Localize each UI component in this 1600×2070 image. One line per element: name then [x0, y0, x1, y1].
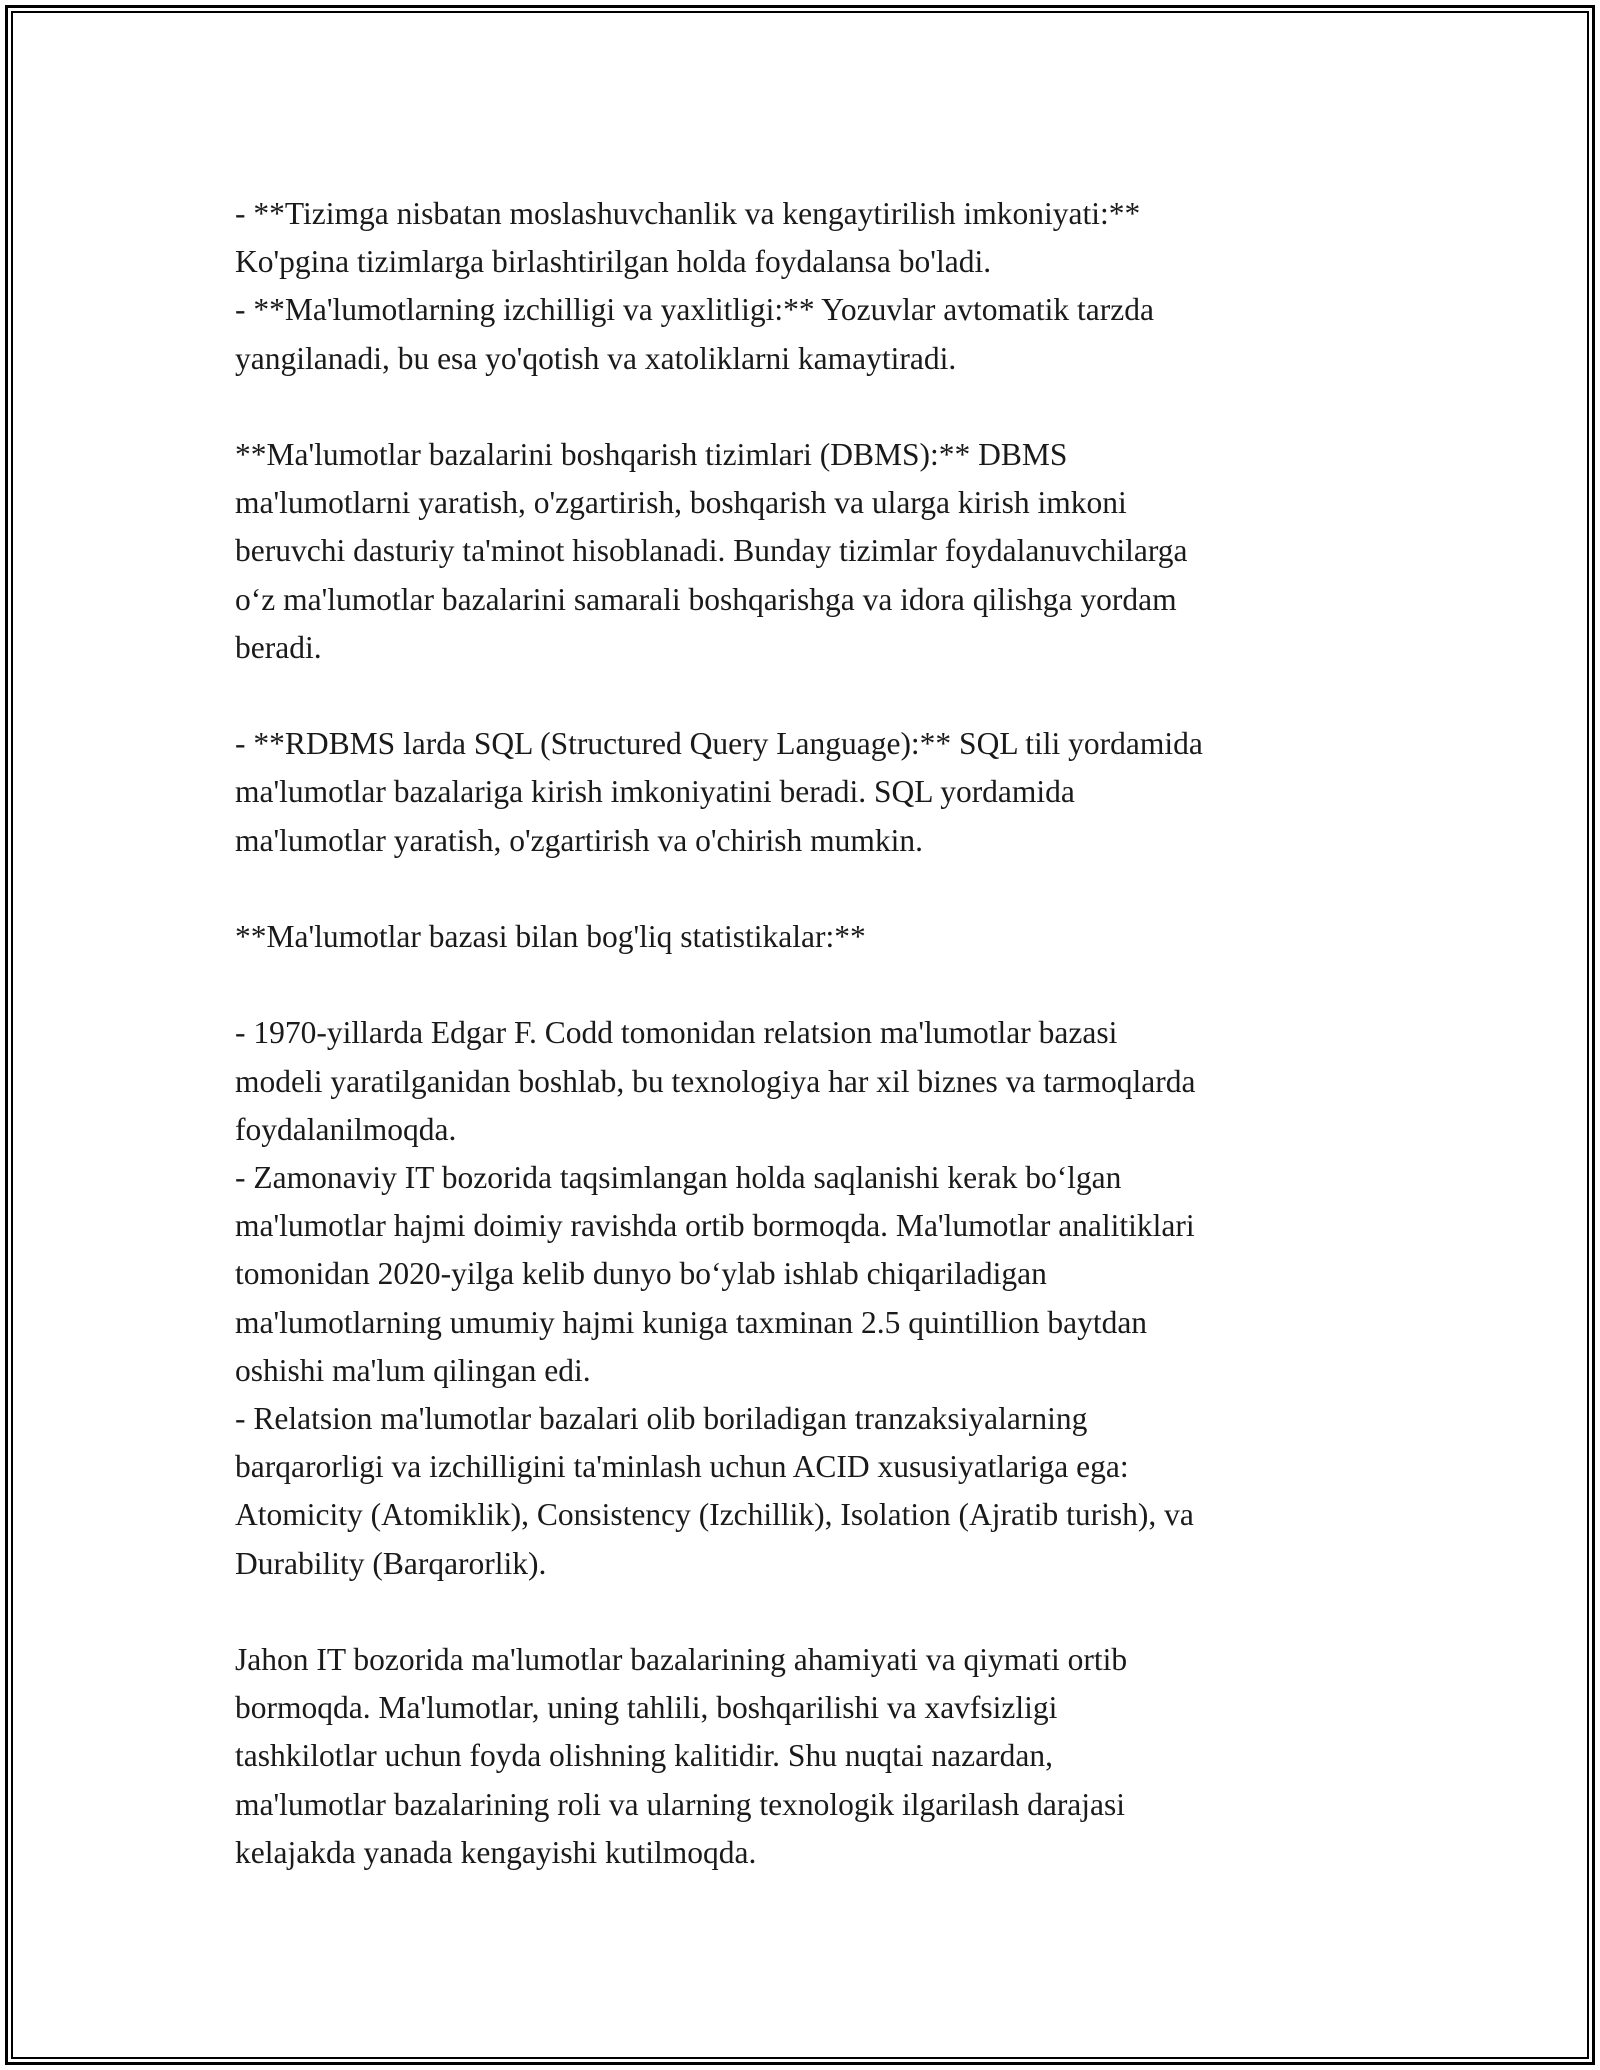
text-line: ma'lumotlarning umumiy hajmi kuniga taxminan 2.5 quintillion baytdan — [235, 1304, 1148, 1340]
paragraph-gap — [235, 672, 1380, 720]
text-line: tomonidan 2020-yilga kelib dunyo bo‘ylab ishlab chiqariladigan — [235, 1256, 1047, 1292]
text-line: Atomicity (Atomiklik), Consistency (Izchillik), Isolation (Ajratib turish), va — [235, 1497, 1194, 1533]
paragraph-gap — [235, 961, 1380, 1009]
text-line: ma'lumotlar yaratish, o'zgartirish va o'chirish mumkin. — [235, 822, 924, 858]
text-line: - Relatsion ma'lumotlar bazalari olib boriladigan tranzaksiyalarning — [235, 1401, 1088, 1437]
text-line: Durability (Barqarorlik). — [235, 1545, 547, 1581]
text-line: oshishi ma'lum qilingan edi. — [235, 1352, 591, 1388]
text-line: ma'lumotlar bazalarining roli va ularning texnologik ilgarilash darajasi — [235, 1786, 1126, 1822]
text-line: - **Tizimga nisbatan moslashuvchanlik va kengaytirilish imkoniyati:** — [235, 196, 1141, 231]
text-line: beruvchi dasturiy ta'minot hisoblanadi. Bunday tizimlar foydalanuvchilarga — [235, 533, 1188, 569]
text-line: Ko'pgina tizimlarga birlashtirilgan holda foydalansa bo'ladi. — [235, 244, 992, 280]
text-line: - **RDBMS larda SQL (Structured Query Language):** SQL tili yordamida — [235, 726, 1203, 762]
text-line: Jahon IT bozorida ma'lumotlar bazalarining ahamiyati va qiymati ortib — [235, 1642, 1128, 1678]
text-line: ma'lumotlarni yaratish, o'zgartirish, boshqarish va ularga kirish imkoni — [235, 485, 1127, 521]
text-line: kelajakda yanada kengayishi kutilmoqda. — [235, 1834, 757, 1870]
text-line: - 1970-yillarda Edgar F. Codd tomonidan relatsion ma'lumotlar bazasi — [235, 1015, 1118, 1051]
text-line: foydalanilmoqda. — [235, 1111, 457, 1147]
paragraph — [235, 913, 1380, 961]
document-body — [235, 190, 1380, 1877]
paragraph-gap — [235, 383, 1380, 431]
text-line: bormoqda. Ma'lumotlar, uning tahlili, boshqarilishi va xavfsizligi — [235, 1690, 1058, 1726]
paragraph — [235, 431, 1380, 672]
text-line: **Ma'lumotlar bazasi bilan bog'liq statistikalar:** — [235, 919, 866, 954]
text-line: barqarorligi va izchilligini ta'minlash uchun ACID xususiyatlariga ega: — [235, 1449, 1129, 1485]
text-line: - **Ma'lumotlarning izchilligi va yaxlitligi:** Yozuvlar avtomatik tarzda — [235, 292, 1154, 328]
text-line: ma'lumotlar hajmi doimiy ravishda ortib bormoqda. Ma'lumotlar analitiklari — [235, 1208, 1195, 1244]
paragraph — [235, 1636, 1380, 1877]
paragraph — [235, 1009, 1380, 1587]
text-line: **Ma'lumotlar bazalarini boshqarish tizimlari (DBMS):** DBMS — [235, 437, 1068, 472]
paragraph-gap — [235, 865, 1380, 913]
paragraph-gap — [235, 1588, 1380, 1636]
paragraph — [235, 190, 1380, 383]
text-line: o‘z ma'lumotlar bazalarini samarali boshqarishga va idora qilishga yordam — [235, 581, 1177, 617]
paragraph — [235, 720, 1380, 865]
text-line: yangilanadi, bu esa yo'qotish va xatoliklarni kamaytiradi. — [235, 340, 957, 376]
text-line: - Zamonaviy IT bozorida taqsimlangan holda saqlanishi kerak bo‘lgan — [235, 1160, 1122, 1195]
text-line: beradi. — [235, 629, 322, 665]
text-line: ma'lumotlar bazalariga kirish imkoniyatini beradi. SQL yordamida — [235, 774, 1075, 810]
text-line: tashkilotlar uchun foyda olishning kalitidir. Shu nuqtai nazardan, — [235, 1738, 1053, 1774]
text-line: modeli yaratilganidan boshlab, bu texnologiya har xil biznes va tarmoqlarda — [235, 1063, 1196, 1099]
